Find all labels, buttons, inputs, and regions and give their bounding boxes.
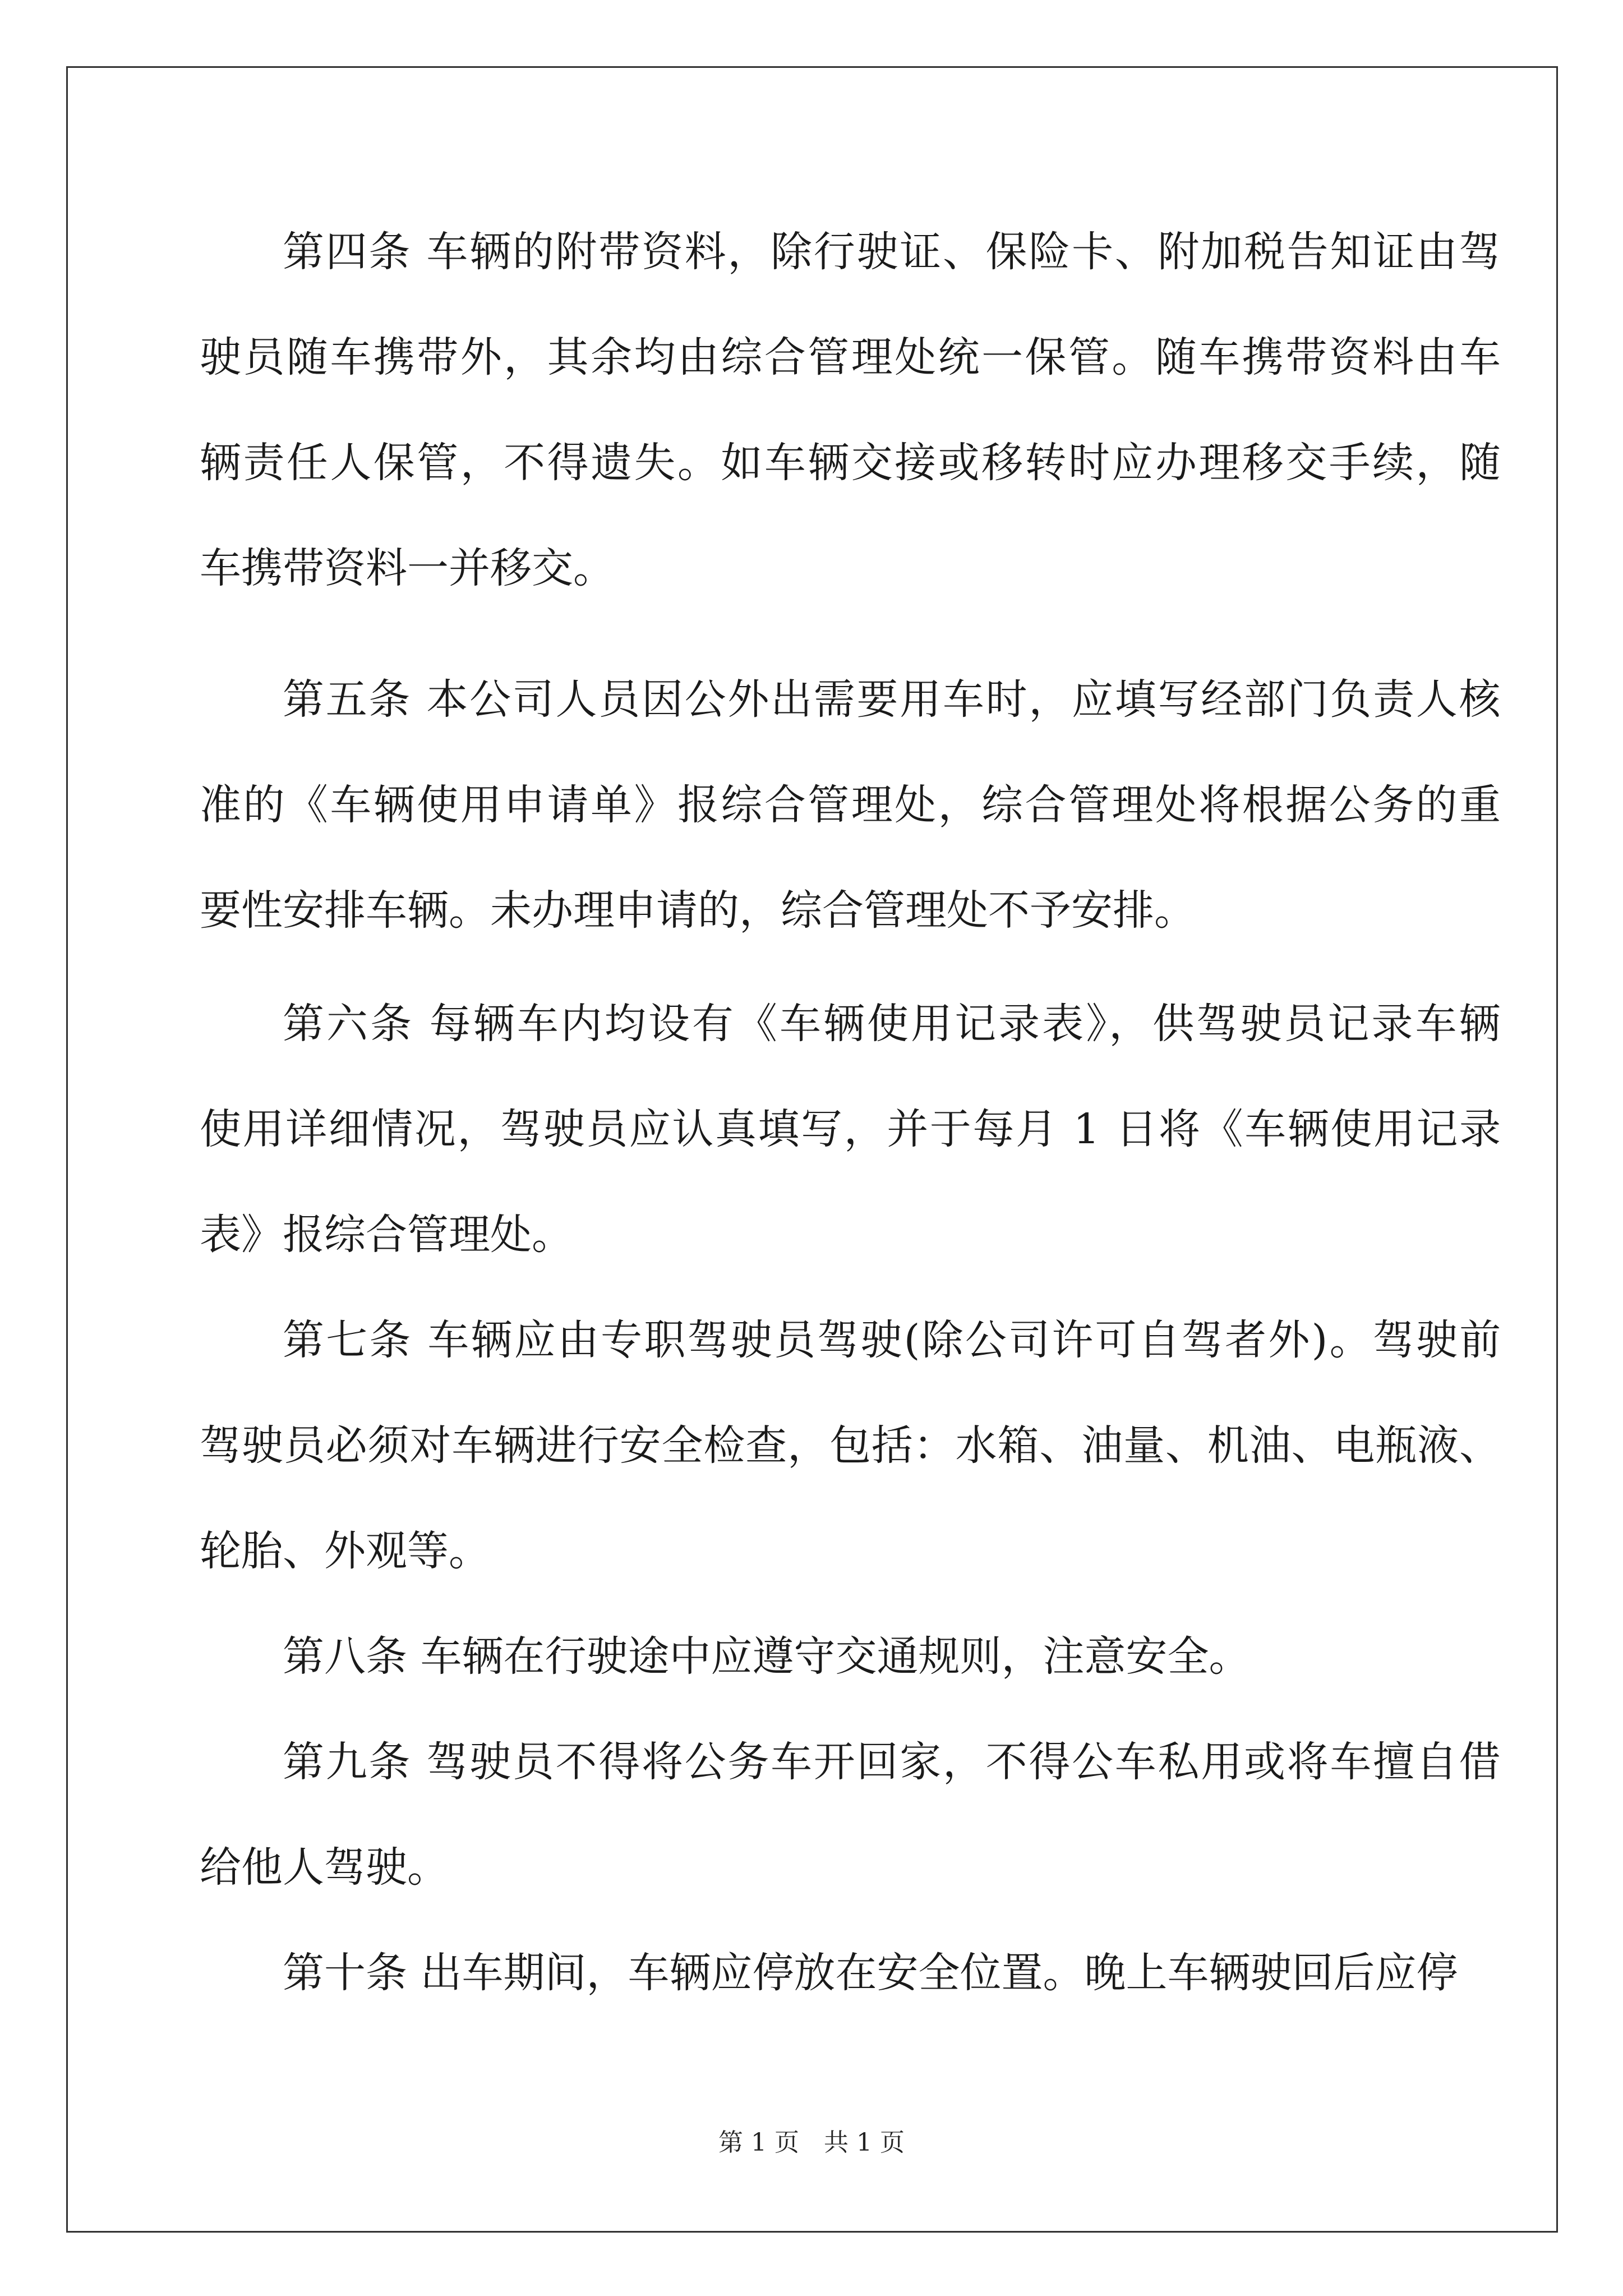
paragraph-2-line-2: 准的《车辆使用申请单》报综合管理处，综合管理处将根据公务的重 — [200, 781, 1503, 829]
paragraph-2-line-3: 要性安排车辆。未办理申请的，综合管理处不予安排。 — [200, 886, 1196, 935]
paragraph-3-line-1: 第六条 每辆车内均设有《车辆使用记录表》，供驾驶员记录车辆 — [283, 1000, 1503, 1048]
paragraph-3-line-2: 使用详细情况，驾驶员应认真填写，并于每月 1 日将《车辆使用记录 — [200, 1105, 1502, 1153]
paragraph-1-line-2: 驶员随车携带外，其余均由综合管理处统一保管。随车携带资料由车 — [200, 333, 1503, 381]
paragraph-6-line-2: 给他人驾驶。 — [200, 1843, 449, 1892]
paragraph-7-line-1: 第十条 出车期间，车辆应停放在安全位置。晚上车辆驶回后应停 — [283, 1949, 1458, 1997]
paragraph-2-line-1: 第五条 本公司人员因公外出需要用车时，应填写经部门负责人核 — [283, 675, 1502, 724]
paragraph-1-line-3: 辆责任人保管，不得遗失。如车辆交接或移转时应办理移交手续，随 — [200, 439, 1503, 487]
paragraph-3-line-3: 表》报综合管理处。 — [200, 1211, 573, 1259]
paragraph-1-line-4: 车携带资料一并移交。 — [200, 544, 615, 592]
paragraph-4-line-2: 驾驶员必须对车辆进行安全检查，包括：水箱、油量、机油、电瓶液、 — [200, 1421, 1501, 1470]
paragraph-1-line-1: 第四条 车辆的附带资料，除行驶证、保险卡、附加税告知证由驾 — [283, 228, 1502, 276]
paragraph-6-line-1: 第九条 驾驶员不得将公务车开回家，不得公车私用或将车擅自借 — [283, 1738, 1502, 1786]
paragraph-5-line-1: 第八条 车辆在行驶途中应遵守交通规则，注意安全。 — [283, 1632, 1251, 1681]
paragraph-4-line-3: 轮胎、外观等。 — [200, 1527, 490, 1575]
paragraph-4-line-1: 第七条 车辆应由专职驾驶员驾驶(除公司许可自驾者外)。驾驶前 — [283, 1316, 1503, 1364]
page-footer: 第 1 页 共 1 页 — [718, 2128, 905, 2157]
